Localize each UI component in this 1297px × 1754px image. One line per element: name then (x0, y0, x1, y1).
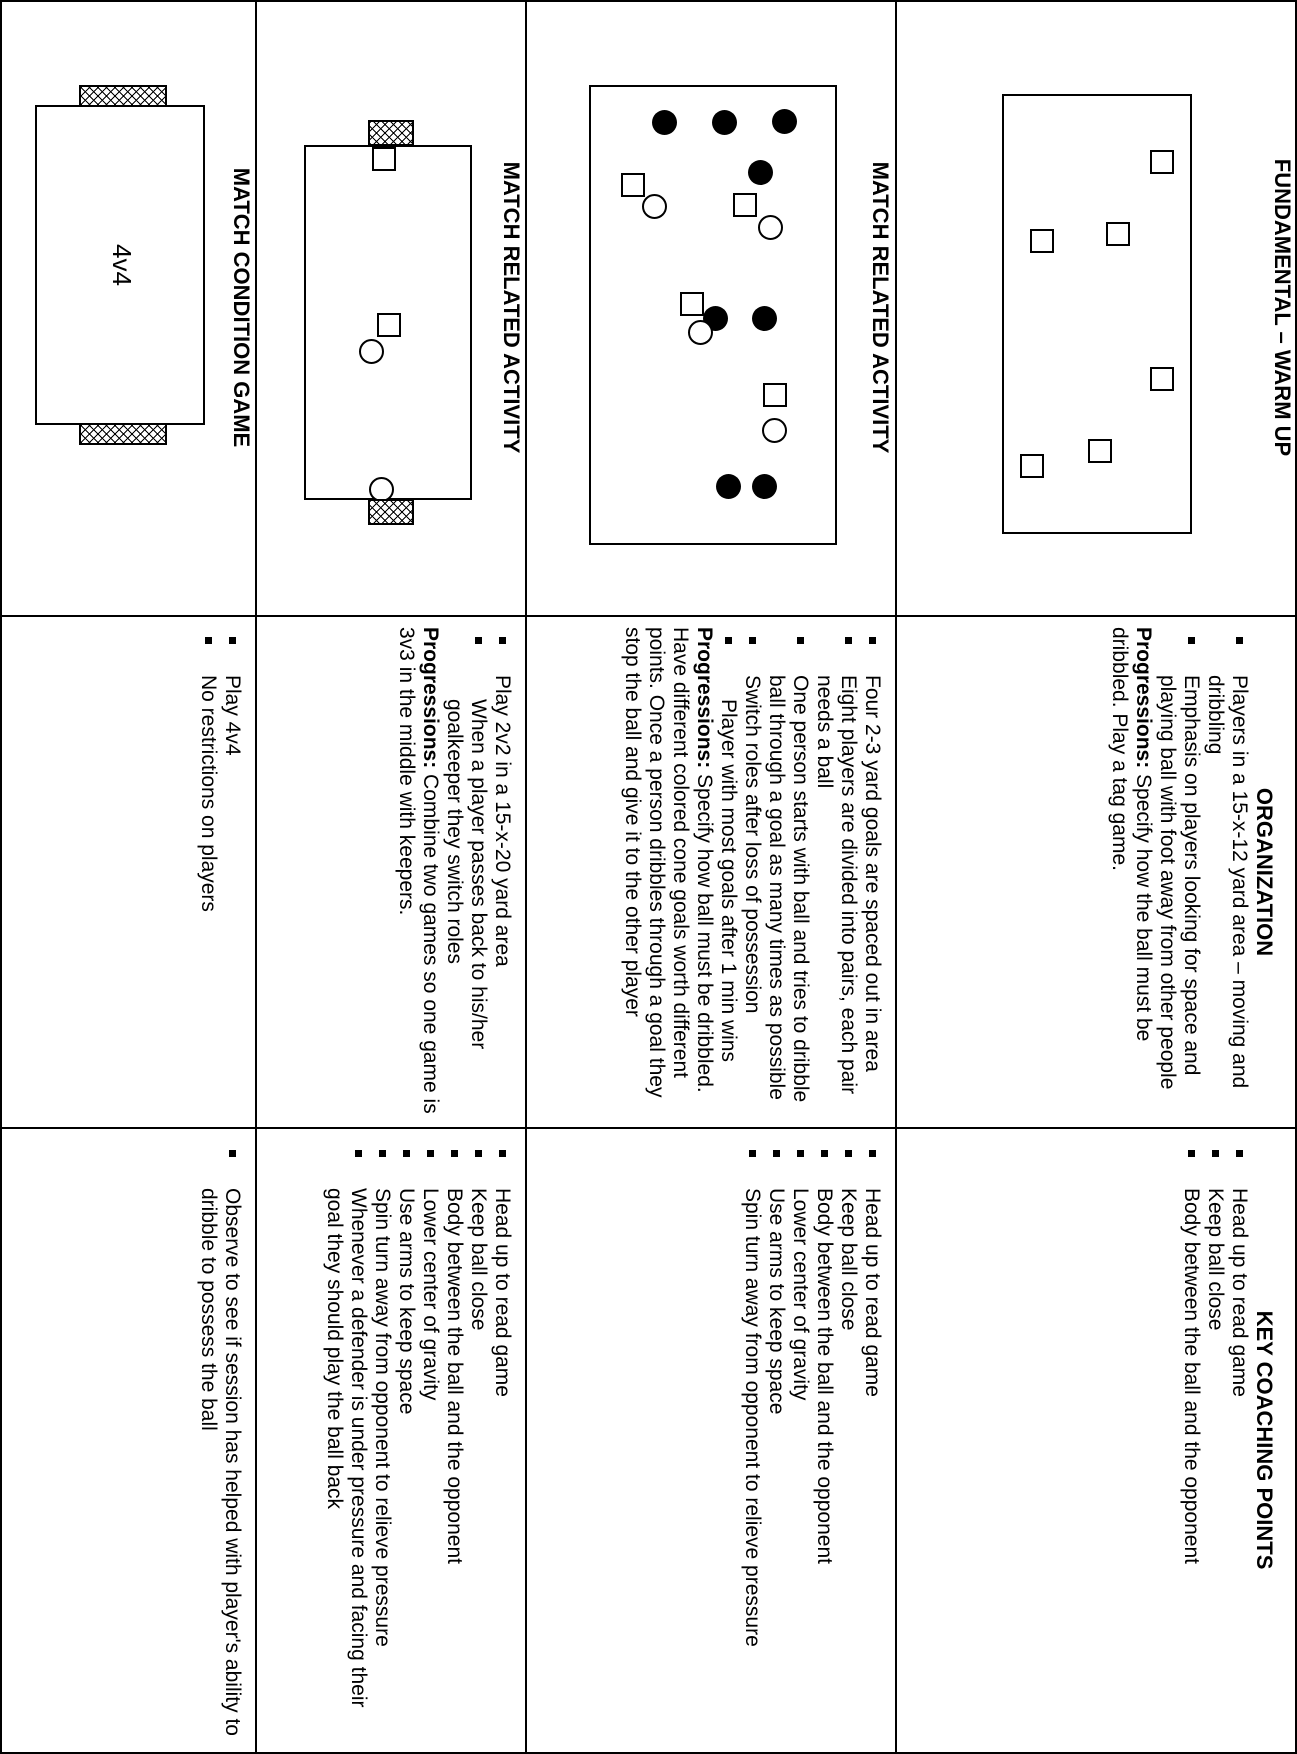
section-title: MATCH RELATED ACTIVITY (868, 161, 893, 454)
cone-marker (772, 109, 797, 134)
section-title: MATCH CONDITION GAME (229, 167, 254, 448)
list-item: Play 2v2 in a 15-x-20 yard area (490, 627, 514, 1117)
coaching-cell (1179, 1140, 1277, 1740)
list-item: Lower center of gravity (788, 1140, 812, 1740)
list-item: Spin turn away from opponent to relieve pressure (370, 1140, 394, 1740)
column-divider (0, 1127, 1297, 1129)
goal-net (368, 120, 414, 146)
list-item: Use arms to keep space (394, 1140, 418, 1740)
row-divider (0, 0, 2, 1754)
player-marker (1020, 454, 1044, 478)
organization-list (1155, 627, 1251, 1117)
coaching-cell (740, 1140, 884, 1740)
player-marker (733, 193, 757, 217)
coaching-cell (322, 1140, 514, 1740)
player-marker (372, 147, 396, 171)
player-marker (1106, 222, 1130, 246)
organization-list (716, 627, 884, 1117)
field-label: 4v4 (107, 244, 137, 286)
section-title: MATCH RELATED ACTIVITY (499, 161, 524, 454)
ball-marker (642, 194, 667, 219)
list-item: Body between the ball and the opponent (1179, 1140, 1203, 1740)
progressions-text: Combine two games so one game is 3v3 in the middle with keepers. (395, 627, 442, 1114)
progressions (620, 627, 716, 1117)
cone-marker (652, 110, 677, 135)
player-marker (621, 173, 645, 197)
list-item: No restrictions on players (196, 627, 220, 1117)
list-item: Whenever a defender is under pressure and facing their goal they should play the ball back (322, 1140, 370, 1740)
goal-net (79, 423, 167, 445)
field-diagram (35, 105, 205, 425)
list-item: Head up to read game (1227, 1140, 1251, 1740)
coaching-list (322, 1140, 514, 1740)
ball-marker (758, 215, 783, 240)
coaching-heading: KEY COACHING POINTS (1252, 1310, 1277, 1570)
progressions-text: Specify how ball must be dribbled. Have different colored cone goals worth different points. Once a person dribbles through a goal they stop the ball and give it to the other player (621, 627, 716, 1098)
row-divider (255, 0, 257, 1754)
progressions-label: Progressions: (419, 627, 442, 769)
organization-list (442, 627, 514, 1117)
progressions (1107, 627, 1155, 1117)
goal-net (368, 499, 414, 525)
player-marker (1088, 439, 1112, 463)
list-item: Keep ball close (1203, 1140, 1227, 1740)
progressions-label: Progressions: (693, 627, 716, 769)
list-item: Body between the ball and the opponent (812, 1140, 836, 1740)
player-marker (377, 313, 401, 337)
list-item: One person starts with ball and tries to dribble ball through a goal as many times as possible (764, 627, 812, 1117)
list-item: Switch roles after loss of possession (740, 627, 764, 1117)
list-item: Body between the ball and the opponent (442, 1140, 466, 1740)
organization-cell (394, 627, 514, 1117)
field-diagram (304, 145, 472, 500)
field-diagram (589, 85, 837, 545)
row-divider (895, 0, 897, 1754)
cone-marker (752, 474, 777, 499)
cone-marker (712, 110, 737, 135)
player-marker (1150, 367, 1174, 391)
organization-list (196, 627, 244, 1117)
organization-cell (196, 627, 244, 1117)
coaching-cell (196, 1140, 244, 1740)
list-item: Keep ball close (466, 1140, 490, 1740)
coaching-list (740, 1140, 884, 1740)
ball-marker (359, 339, 384, 364)
cone-marker (752, 306, 777, 331)
list-item: Lower center of gravity (418, 1140, 442, 1740)
goal-net (79, 85, 167, 107)
cone-marker (716, 474, 741, 499)
progressions-text: Specify how the ball must be dribbled. Play a tag game. (1108, 627, 1155, 1042)
progressions-label: Progressions: (1132, 627, 1155, 769)
player-marker (1150, 150, 1174, 174)
ball-marker (762, 418, 787, 443)
list-item: Head up to read game (490, 1140, 514, 1740)
list-item: Emphasis on players looking for space and playing ball with foot away from other people (1155, 627, 1203, 1117)
list-item: When a player passes back to his/her goalkeeper they switch roles (442, 627, 490, 1117)
list-item: Observe to see if session has helped with player's ability to dribble to possess the ball (196, 1140, 244, 1740)
ball-marker (688, 320, 713, 345)
organization-cell (620, 627, 884, 1117)
list-item: Keep ball close (836, 1140, 860, 1740)
organization-cell (1107, 627, 1277, 1117)
row-divider (525, 0, 527, 1754)
list-item: Eight players are divided into pairs, each pair needs a ball (812, 627, 860, 1117)
list-item: Head up to read game (860, 1140, 884, 1740)
list-item: Play 4v4 (220, 627, 244, 1117)
coaching-list (196, 1140, 244, 1740)
column-divider (0, 615, 1297, 617)
list-item: Spin turn away from opponent to relieve pressure (740, 1140, 764, 1740)
coaching-list (1179, 1140, 1251, 1740)
section-title: FUNDAMENTAL – WARM UP (1270, 158, 1295, 457)
player-marker (1030, 229, 1054, 253)
list-item: Use arms to keep space (764, 1140, 788, 1740)
field-diagram (1002, 94, 1192, 534)
player-marker (763, 383, 787, 407)
player-marker (680, 292, 704, 316)
organization-heading: ORGANIZATION (1252, 787, 1277, 957)
list-item: Four 2-3 yard goals are spaced out in area (860, 627, 884, 1117)
list-item: Players in a 15-x-12 yard area – moving and dribbling (1203, 627, 1251, 1117)
column-divider (0, 0, 1297, 2)
list-item: Player with most goals after 1 min wins (716, 627, 740, 1117)
cone-marker (748, 160, 773, 185)
progressions (394, 627, 442, 1117)
